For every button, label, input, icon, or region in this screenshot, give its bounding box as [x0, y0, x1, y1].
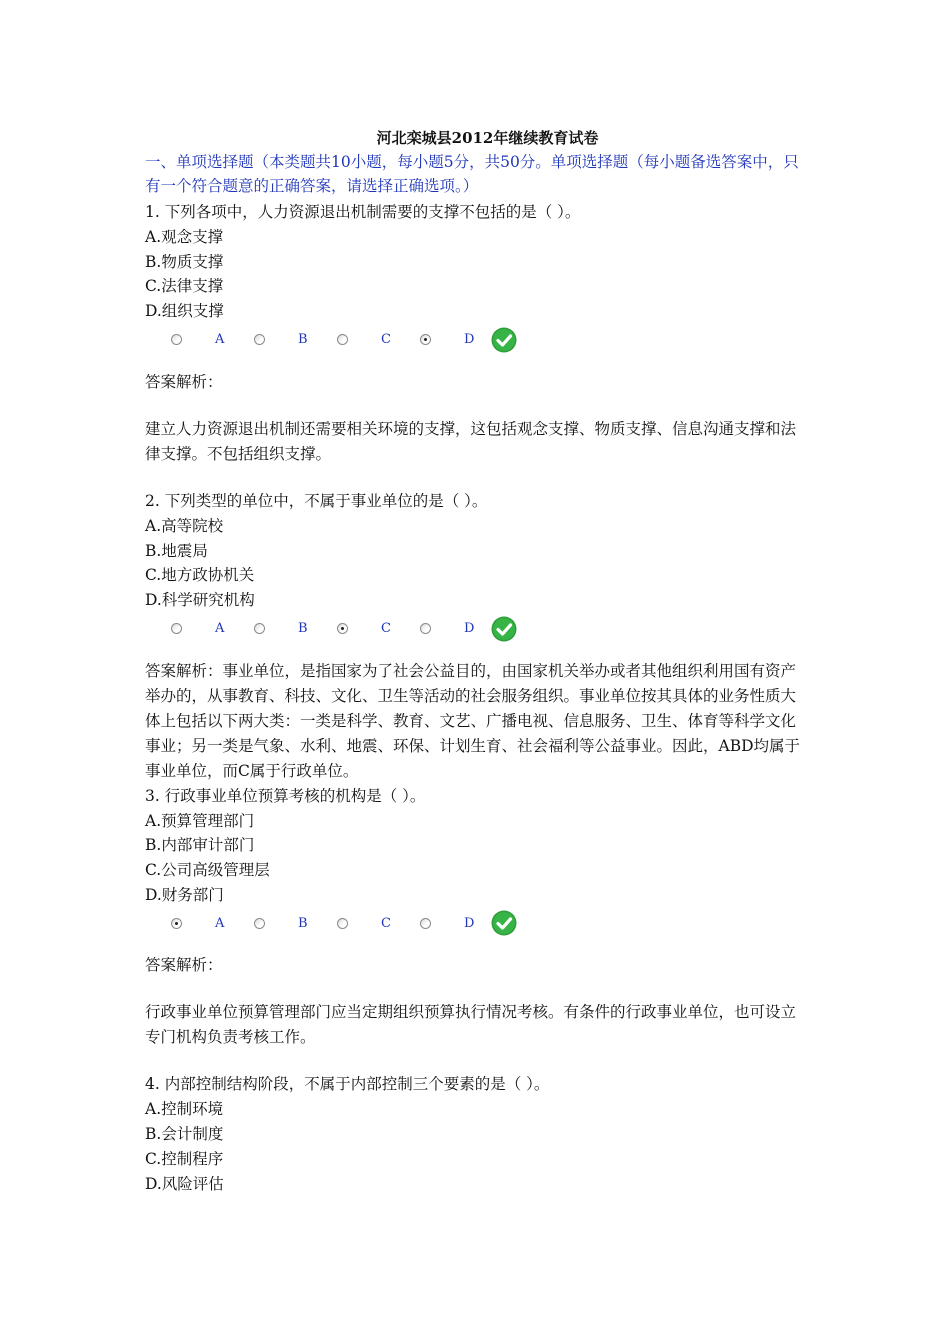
choice-b[interactable]: [254, 616, 337, 641]
choice-label-a: A: [215, 621, 225, 637]
choice-a[interactable]: [171, 327, 254, 352]
question-3: [145, 784, 810, 1073]
answer-choices: [171, 907, 810, 939]
radio-b[interactable]: [254, 334, 265, 345]
radio-d[interactable]: [420, 623, 431, 634]
radio-d[interactable]: [420, 334, 431, 345]
analysis-text: 行政事业单位预算管理部门应当定期组织预算执行情况考核。有条件的行政事业单位，也可设立专门机构负责考核工作。: [145, 1003, 797, 1047]
correct-check-icon: [491, 616, 517, 642]
exam-page: [145, 126, 810, 1196]
radio-c[interactable]: [337, 918, 348, 929]
choice-a[interactable]: [171, 616, 254, 641]
option-d: D.风险评估: [145, 1174, 224, 1193]
choice-c[interactable]: [337, 327, 420, 352]
option-c: C.法律支撑: [145, 277, 224, 296]
choice-label-d: D: [464, 915, 475, 931]
question-text: 1. 下列各项中，人力资源退出机制需要的支撑不包括的是（ ）。: [145, 203, 581, 221]
choice-a[interactable]: [171, 911, 254, 936]
question-text: 2. 下列类型的单位中，不属于事业单位的是（ ）。: [145, 491, 488, 510]
option-b: B.物质支撑: [145, 252, 224, 271]
radio-c[interactable]: [337, 623, 348, 634]
radio-b[interactable]: [254, 623, 265, 634]
correct-check-icon: [491, 327, 517, 353]
choice-c[interactable]: [337, 911, 420, 936]
option-b: B.会计制度: [145, 1125, 224, 1144]
answer-choices: [171, 613, 810, 645]
option-d: D.科学研究机构: [145, 590, 255, 609]
option-b: B.地震局: [145, 541, 208, 560]
radio-c[interactable]: [337, 334, 348, 345]
option-c: C.地方政协机关: [145, 566, 255, 585]
question-text: 4. 内部控制结构阶段，不属于内部控制三个要素的是（ ）。: [145, 1075, 550, 1094]
answer-choices: [171, 324, 810, 356]
choice-label-d: D: [464, 621, 475, 637]
option-a: A.控制环境: [145, 1100, 224, 1119]
analysis-label: 答案解析：: [145, 956, 223, 975]
choice-label-c: C: [381, 915, 391, 931]
option-a: A.观念支撑: [145, 228, 224, 246]
option-c: C.公司高级管理层: [145, 861, 270, 880]
choice-label-b: B: [298, 332, 308, 348]
option-b: B.内部审计部门: [145, 836, 255, 855]
radio-d[interactable]: [420, 918, 431, 929]
question-text: 3. 行政事业单位预算考核的机构是（ ）。: [145, 786, 426, 805]
radio-b[interactable]: [254, 918, 265, 929]
option-d: D.组织支撑: [145, 302, 224, 321]
radio-a[interactable]: [171, 623, 182, 634]
question-4: [145, 1072, 810, 1196]
option-a: A.高等院校: [145, 516, 224, 535]
choice-label-d: D: [464, 332, 475, 348]
analysis-text: 答案解析：事业单位，是指国家为了社会公益目的，由国家机关举办或者其他组织利用国有资产举办的，从事教育、科技、文化、卫生等活动的社会服务组织。事业单位按其具体的业务性质大体上包括以下两大类：一类是科学、教育、文艺、广播电视、信息服务、卫生、体育等科学文化事业；另一类是气象、水利、地震、环保、计划生育、社会福利等公益事业。因此，ABD均属于事业单位，而C属于行政单位。: [145, 661, 801, 780]
choice-label-a: A: [215, 332, 225, 348]
analysis-text: 建立人力资源退出机制还需要相关环境的支撑，这包括观念支撑、物质支撑、信息沟通支撑和法律支撑。不包括组织支撑。: [145, 419, 797, 463]
analysis-label: 答案解析：: [145, 372, 223, 391]
page-title: 河北栾城县2012年继续教育试卷: [376, 129, 599, 147]
choice-label-b: B: [298, 621, 308, 637]
choice-b[interactable]: [254, 911, 337, 936]
choice-b[interactable]: [254, 327, 337, 352]
choice-label-a: A: [215, 915, 225, 931]
section-heading: 一、单项选择题（本类题共10小题，每小题5分，共50分。单项选择题（每小题备选答案中，只有一个符合题意的正确答案，请选择正确选项。）: [145, 153, 799, 195]
choice-c[interactable]: [337, 616, 420, 641]
radio-a[interactable]: [171, 334, 182, 345]
question-1: [145, 200, 810, 489]
option-a: A.预算管理部门: [145, 811, 255, 830]
choice-label-b: B: [298, 915, 308, 931]
option-c: C.控制程序: [145, 1149, 224, 1168]
correct-check-icon: [491, 910, 517, 936]
question-2: [145, 489, 810, 784]
choice-label-c: C: [381, 332, 391, 348]
choice-label-c: C: [381, 621, 391, 637]
option-d: D.财务部门: [145, 885, 224, 904]
radio-a[interactable]: [171, 918, 182, 929]
